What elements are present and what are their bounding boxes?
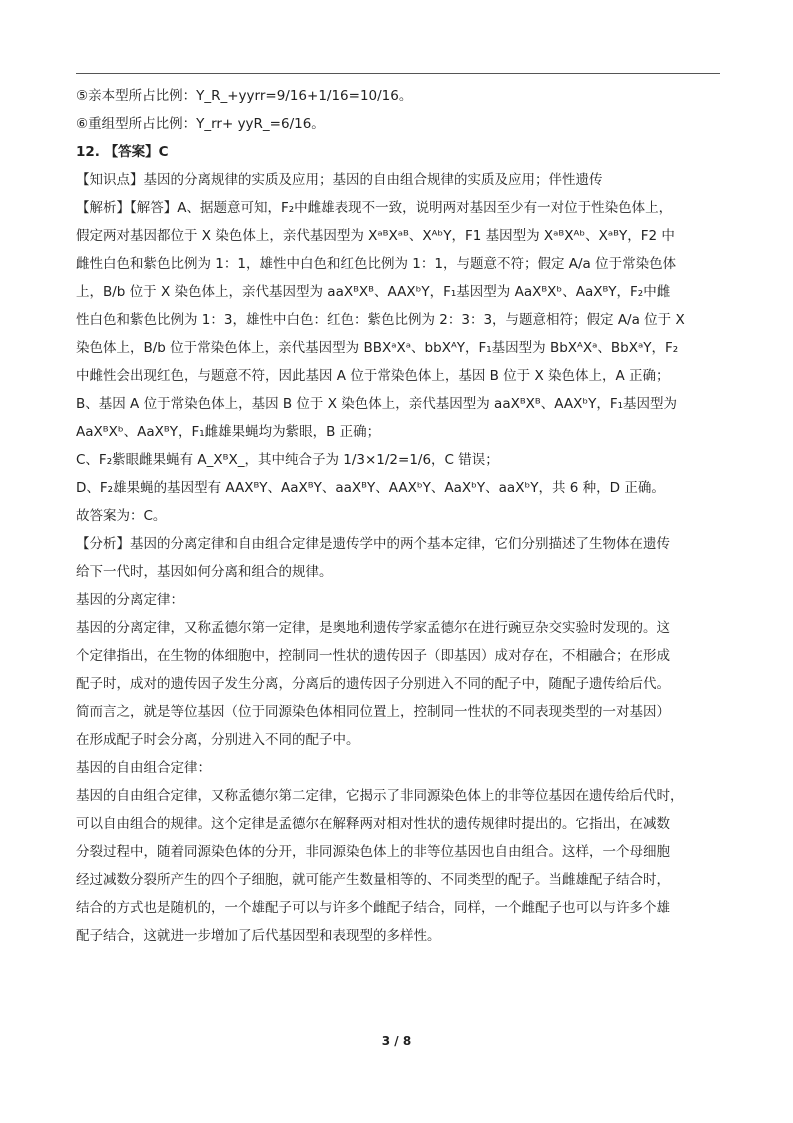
text-line: 基因的分离定律，又称孟德尔第一定律，是奥地利遗传学家孟德尔在进行豌豆杂交实验时发现的。这: [76, 620, 670, 636]
text-line: 上，B/b 位于 X 染色体上，亲代基因型为 aaXᴮXᴮ、AAXᵇY，F₁基因型为 AaXᴮXᵇ、AaXᴮY，F₂中雌: [76, 284, 671, 300]
text-line: ⑥重组型所占比例：Y_rr+ yyR_=6/16。: [76, 116, 325, 132]
page-content: [76, 82, 720, 950]
text-line: 结合的方式也是随机的，一个雄配子可以与许多个雌配子结合，同样，一个雌配子也可以与许多个雄: [76, 900, 670, 916]
text-line: C、F₂紫眼雌果蝇有 A_XᴮX_，其中纯合子为 1/3×1/2=1/6，C 错误；: [76, 452, 499, 468]
text-line: 给下一代时，基因如何分离和组合的规律。: [76, 564, 333, 580]
text-line: 染色体上，B/b 位于常染色体上，亲代基因型为 BBXᵃXᵃ、bbXᴬY，F₁基因型为 BbXᴬXᵃ、BbXᵃY，F₂: [76, 340, 679, 356]
section-heading: 基因的自由组合定律：: [76, 760, 211, 776]
section-heading: 基因的分离定律：: [76, 592, 184, 608]
text-line: 分裂过程中，随着同源染色体的分开，非同源染色体上的非等位基因也自由组合。这样，一个母细胞: [76, 844, 670, 860]
page-number: 3 / 8: [381, 1034, 412, 1048]
text-line: 在形成配子时会分离，分别进入不同的配子中。: [76, 732, 360, 748]
knowledge-point: 【知识点】基因的分离规律的实质及应用；基因的自由组合规律的实质及应用；伴性遗传: [76, 172, 603, 188]
text-line: 假定两对基因都位于 X 染色体上，亲代基因型为 XᵃᴮXᵃᴮ、XᴬᵇY，F1 基因型为 XᵃᴮXᴬᵇ、XᵃᴮY，F2 中: [76, 228, 675, 244]
text-line: B、基因 A 位于常染色体上，基因 B 位于 X 染色体上，亲代基因型为 aaXᴮXᴮ、AAXᵇY，F₁基因型为: [76, 396, 678, 412]
text-line: 中雌性会出现红色，与题意不符，因此基因 A 位于常染色体上，基因 B 位于 X 染色体上，A 正确；: [76, 368, 670, 384]
text-line: 基因的自由组合定律，又称孟德尔第二定律，它揭示了非同源染色体上的非等位基因在遗传给后代时，: [76, 788, 684, 804]
text-line: 【分析】基因的分离定律和自由组合定律是遗传学中的两个基本定律，它们分别描述了生物体在遗传: [76, 536, 670, 552]
text-line: 【解析】【解答】A、据题意可知，F₂中雌雄表现不一致，说明两对基因至少有一对位于性染色体上，: [76, 200, 673, 216]
text-line: 配子结合，这就进一步增加了后代基因型和表现型的多样性。: [76, 928, 441, 944]
text-line: 雌性白色和紫色比例为 1：1，雄性中白色和红色比例为 1：1，与题意不符；假定 A/a 位于常染色体: [76, 256, 677, 272]
text-line: 故答案为：C。: [76, 508, 167, 524]
text-line: 性白色和紫色比例为 1：3，雄性中白色：红色：紫色比例为 2：3：3，与题意相符；假定 A/a 位于 X: [76, 312, 685, 328]
text-line: D、F₂雄果蝇的基因型有 AAXᴮY、AaXᴮY、aaXᴮY、AAXᵇY、AaXᵇY、aaXᵇY，共 6 种，D 正确。: [76, 480, 665, 496]
text-line: 可以自由组合的规律。这个定律是孟德尔在解释两对相对性状的遗传规律时提出的。它指出，在减数: [76, 816, 670, 832]
text-line: 简而言之，就是等位基因（位于同源染色体相同位置上，控制同一性状的不同表现类型的一对基因）: [76, 704, 670, 720]
header-rule: [76, 73, 720, 74]
question-answer-heading: 12. 【答案】C: [76, 144, 169, 160]
text-line: 配子时，成对的遗传因子发生分离，分离后的遗传因子分别进入不同的配子中，随配子遗传给后代。: [76, 676, 670, 692]
text-line: AaXᴮXᵇ、AaXᴮY，F₁雌雄果蝇均为紫眼，B 正确；: [76, 424, 381, 440]
text-line: ⑤亲本型所占比例：Y_R_+yyrr=9/16+1/16=10/16。: [76, 88, 413, 104]
text-line: 个定律指出，在生物的体细胞中，控制同一性状的遗传因子（即基因）成对存在，不相融合；在形成: [76, 648, 670, 664]
text-line: 经过减数分裂所产生的四个子细胞，就可能产生数量相等的、不同类型的配子。当雌雄配子结合时，: [76, 872, 670, 888]
